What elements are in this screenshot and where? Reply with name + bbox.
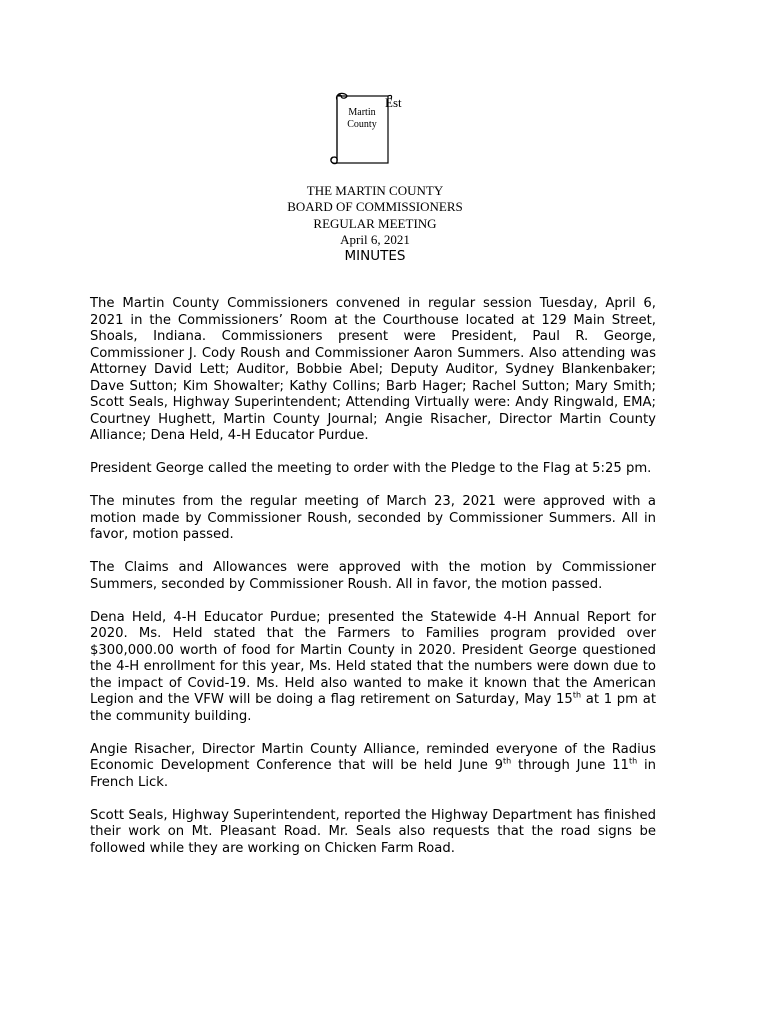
seal-label (337, 107, 387, 131)
text-run: in French Lick. (90, 758, 656, 790)
minutes-body (90, 296, 656, 874)
paragraph-alliance (90, 742, 656, 792)
meeting-date: April 6, 2021 (340, 231, 410, 247)
seal-line-2: County (347, 119, 377, 130)
superscript: th (628, 756, 638, 766)
header-line-3: REGULAR MEETING (313, 215, 437, 231)
header-line-2: BOARD OF COMMISSIONERS (287, 199, 463, 215)
paragraph-highway: Scott Seals, Highway Superintendent, reported the Highway Department has finished their work on Mt. Pleasant Road. Mr. Seals also requests that the road signs be followed while they are working on Chicken Farm Road. (90, 807, 656, 856)
text-run: Dena Held, 4-H Educator Purdue; presented the Statewide 4-H Annual Report for 2020. Ms. Held stated that the Farmers to Families program provided over $300,000.00 worth of food for Martin County in 2020. President George questioned the 4-H enrollment for this year, Ms. Held stated that the numbers were down due to the impact of Covid-19. Ms. Held also wanted to make it known that the American Legion and the VFW will be doing a flag retirement on Saturday, May 15 (90, 609, 656, 707)
county-seal (329, 91, 402, 166)
paragraph-minutes-approval: The minutes from the regular meeting of March 23, 2021 were approved with a motion made by Commissioner Roush, seconded by Commissioner Summers. All in favor, motion passed. (90, 494, 656, 542)
superscript: th (503, 756, 512, 766)
seal-est: Est (385, 95, 402, 110)
paragraph-attendance: The Martin County Commissioners convened in regular session Tuesday, April 6, 2021 in the Commissioners’ Room at the Courthouse located at 129 Main Street, Shoals, Indiana. Commissioners present were President, Paul R. George, Commissioner J. Cody Roush and Commissioner Aaron Summers. Also attending was Attorney David Lett; Auditor, Bobbie Abel; Deputy Auditor, Sydney Blankenbaker; Dave Sutton; Kim Showalter; Kathy Collins; Barb Hager; Rachel Sutton; Mary Smith; Scott Seals, Highway Superintendent; Attending Virtually were: Andy Ringwald, EMA; Courtney Hughett, Martin County Journal; Angie Risacher, Director Martin County Alliance; Dena Held, 4-H Educator Purdue. (90, 296, 656, 443)
paragraph-claims: The Claims and Allowances were approved with the motion by Commissioner Summers, seconded by Commissioner Roush. All in favor, the motion passed. (90, 560, 656, 592)
text-run: Angie Risacher, Director Martin County Alliance, reminded everyone of the Radius Economic Development Conference that will be held June 9 (90, 741, 656, 773)
document-header (0, 183, 750, 265)
seal-line-1: Martin (348, 107, 376, 118)
paragraph-call-to-order: President George called the meeting to order with the Pledge to the Flag at 5:25 pm. (90, 461, 652, 476)
paragraph-4h-report (90, 610, 656, 726)
superscript: th (572, 690, 582, 700)
text-run: at 1 pm at the community building. (90, 692, 656, 724)
text-run: through June 11 (511, 758, 629, 773)
document-title: MINUTES (344, 248, 406, 265)
header-line-1: THE MARTIN COUNTY (306, 183, 444, 198)
